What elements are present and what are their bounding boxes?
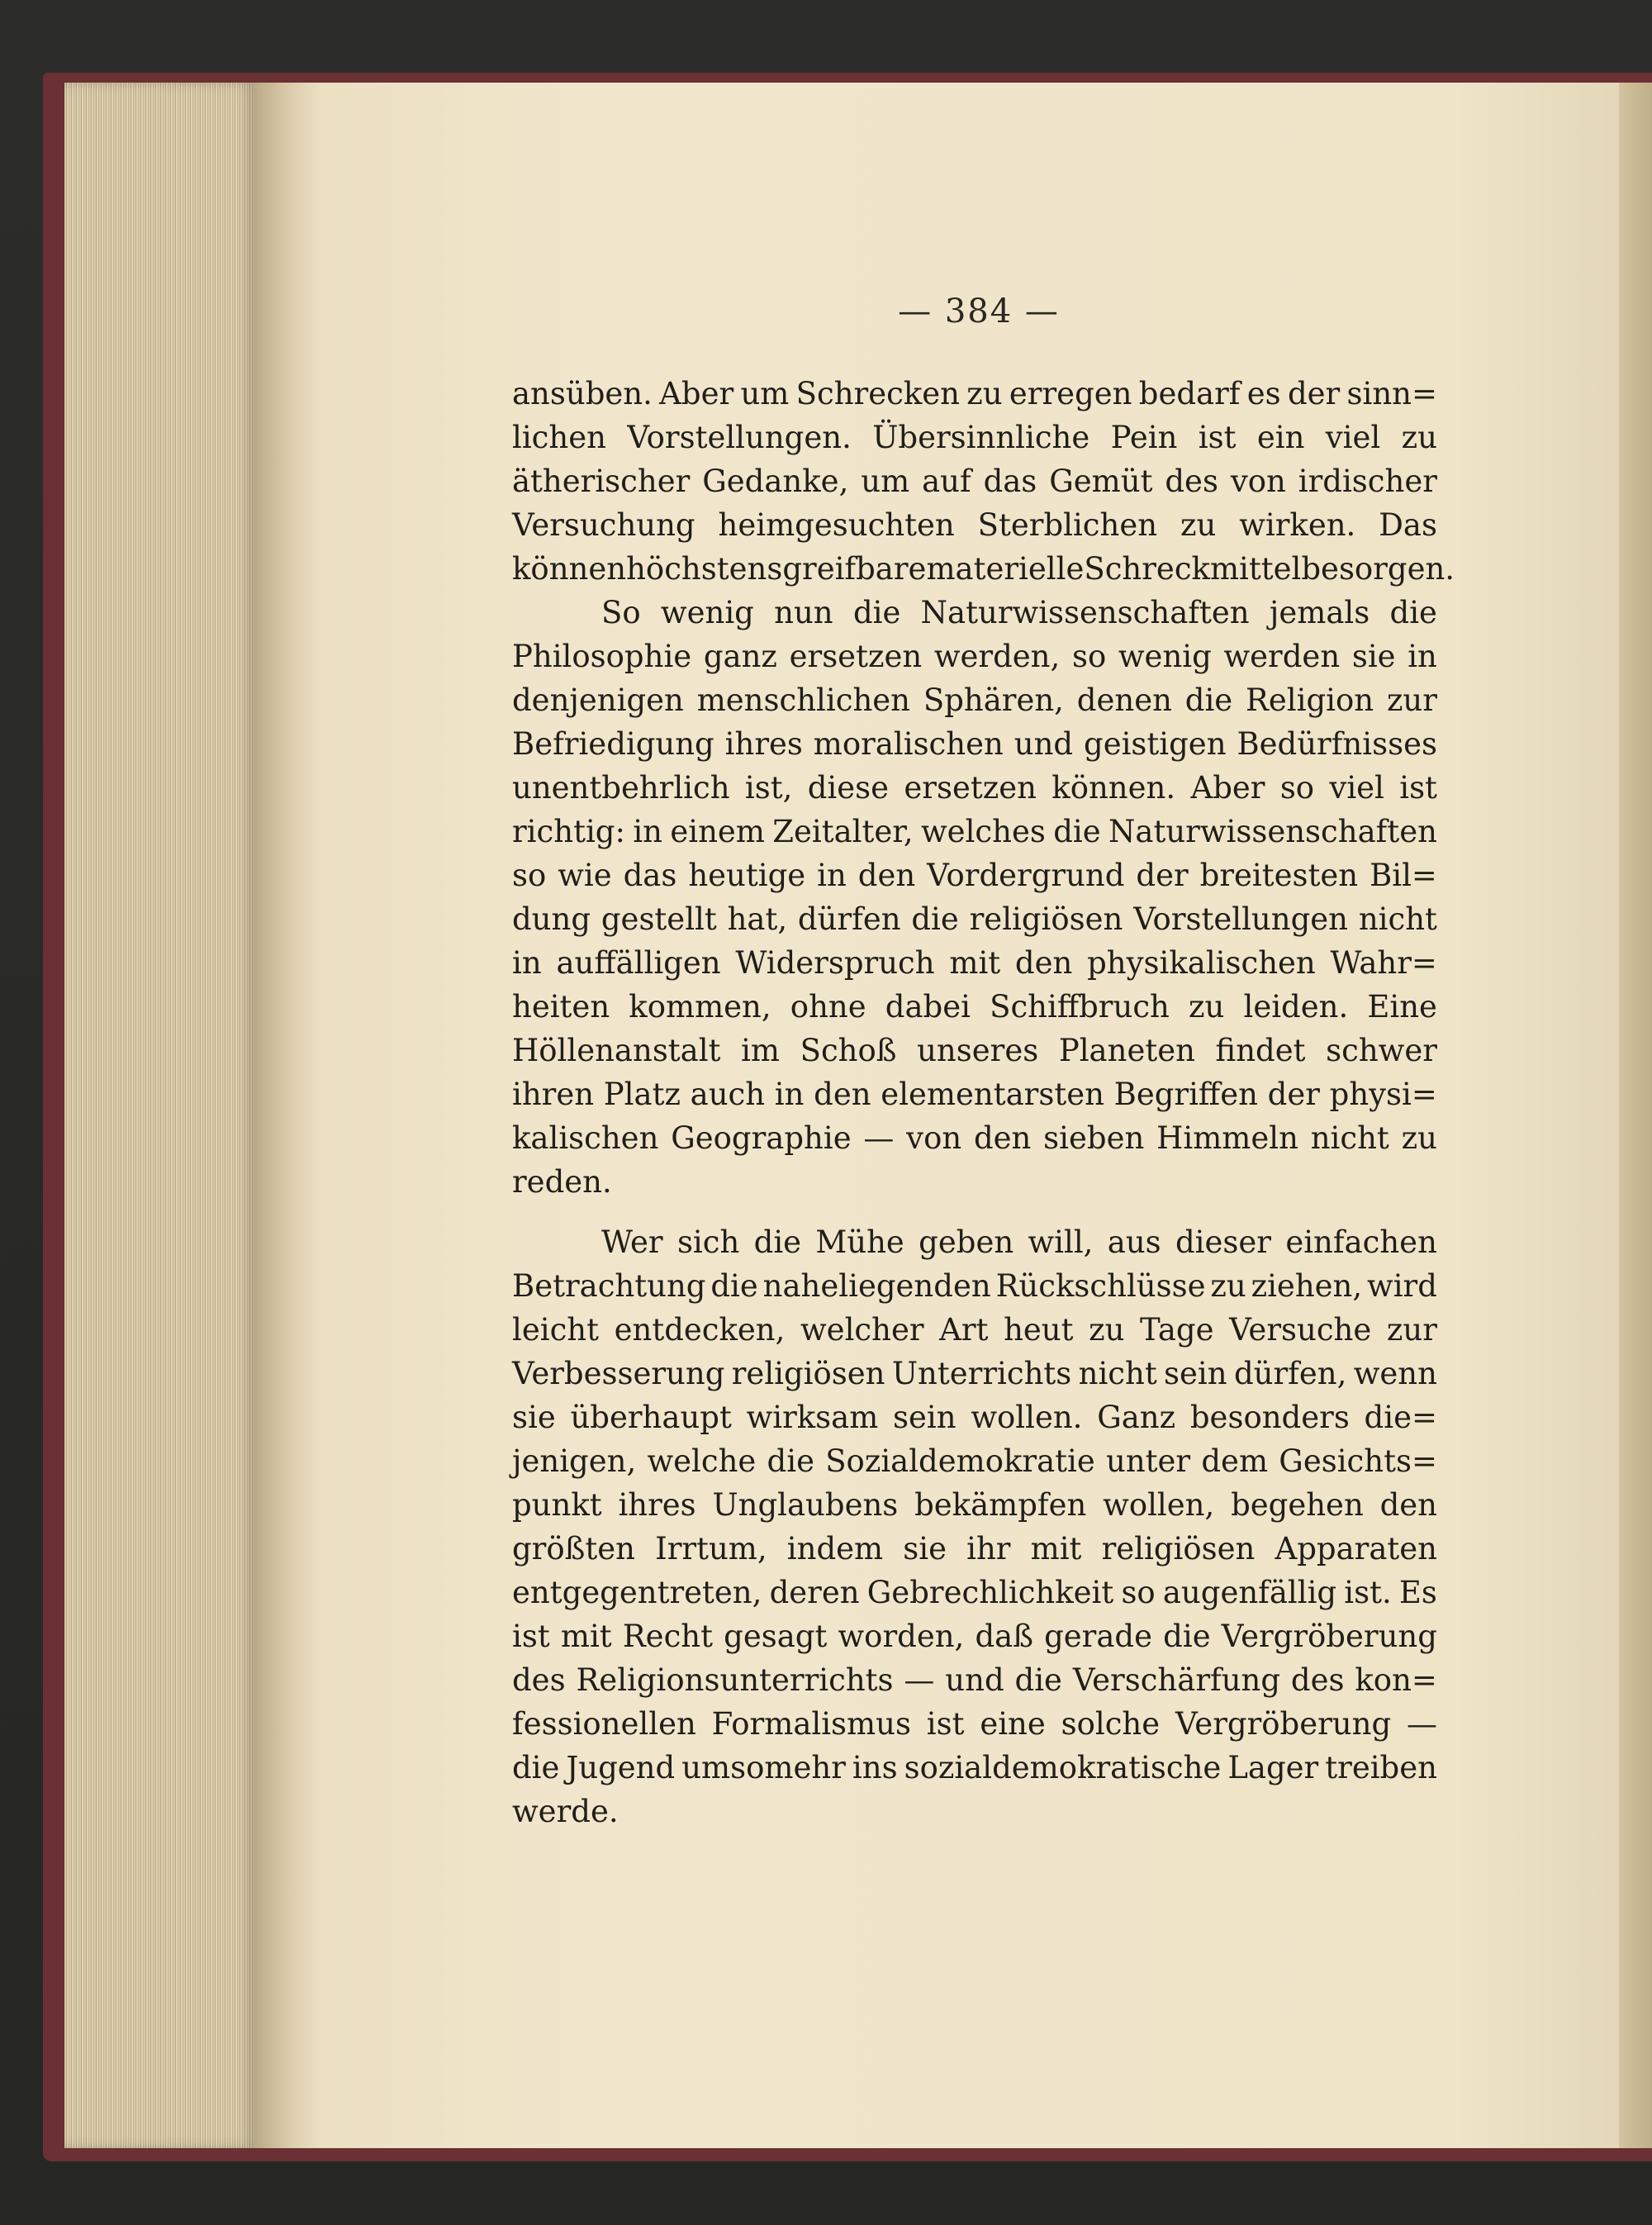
text-line: heiten kommen, ohne dabei Schiffbruch zu leiden. Eine [512,989,1437,1025]
text-line: des Religionsunterrichts — und die Verschärfung des kon= [512,1662,1437,1698]
text-line: Verbesserung religiösen Unterrichts nicht sein dürfen, wenn [512,1356,1437,1391]
text-line: entgegentreten, deren Gebrechlichkeit so augenfällig ist. Es [512,1575,1437,1610]
text-line: so wie das heutige in den Vordergrund der breitesten Bil= [512,858,1437,893]
page-edges [64,83,254,2148]
text-line: die Jugend umsomehr ins sozialdemokratische Lager treiben [512,1750,1437,1785]
text-line: denjenigen menschlichen Sphären, denen die Religion zur [512,682,1437,718]
text-line: Betrachtung die naheliegenden Rückschlüsse zu ziehen, wird [512,1268,1437,1304]
page-number: — 384 — [898,292,1060,330]
text-line: Befriedigung ihres moralischen und geistigen Bedürfnisses [512,726,1437,762]
text-line: lichen Vorstellungen. Übersinnliche Pein ist ein viel zu [512,420,1437,455]
text-line: reden. [512,1164,612,1200]
text-line: Philosophie ganz ersetzen werden, so wenig werden sie in [512,639,1437,674]
text-line: Wer sich die Mühe geben will, aus dieser einfachen [601,1224,1437,1260]
text-line: Versuchung heimgesuchten Sterblichen zu wirken. Das [512,507,1437,543]
text-line: größten Irrtum, indem sie ihr mit religiösen Apparaten [512,1531,1437,1567]
text-line: leicht entdecken, welcher Art heut zu Tage Versuche zur [512,1312,1437,1348]
text-line: in auffälligen Widerspruch mit den physikalischen Wahr= [512,945,1437,981]
text-line: ist mit Recht gesagt worden, daß gerade die Vergröberung [512,1619,1437,1654]
body-text [512,372,1455,1850]
text-line: ansüben. Aber um Schrecken zu erregen bedarf es der sinn= [512,376,1437,411]
text-line: ihren Platz auch in den elementarsten Begriffen der physi= [512,1077,1437,1112]
text-line: Höllenanstalt im Schoß unseres Planeten findet schwer [512,1033,1437,1068]
text-line: sie überhaupt wirksam sein wollen. Ganz besonders die= [512,1400,1437,1435]
text-line: ätherischer Gedanke, um auf das Gemüt des von irdischer [512,464,1437,499]
text-line: können höchstens greifbare materielle Schreckmittel besorgen. [512,551,1455,587]
text-line: jenigen, welche die Sozialdemokratie unter dem Gesichts= [512,1443,1437,1479]
text-line: fessionellen Formalismus ist eine solche Vergröberung — [512,1706,1437,1742]
text-line: dung gestellt hat, dürfen die religiösen Vorstellungen nicht [512,901,1437,937]
text-line: unentbehrlich ist, diese ersetzen können. Aber so viel ist [512,770,1437,806]
facing-page-edge [1619,83,1652,2148]
text-line: kalischen Geographie — von den sieben Himmeln nicht zu [512,1120,1437,1156]
text-line: So wenig nun die Naturwissenschaften jemals die [601,595,1437,630]
gutter-shadow [254,83,320,2148]
text-line: werde. [512,1794,619,1829]
text-line: richtig: in einem Zeitalter, welches die Naturwissenschaften [512,814,1437,849]
text-line: punkt ihres Unglaubens bekämpfen wollen, begehen den [512,1487,1437,1523]
